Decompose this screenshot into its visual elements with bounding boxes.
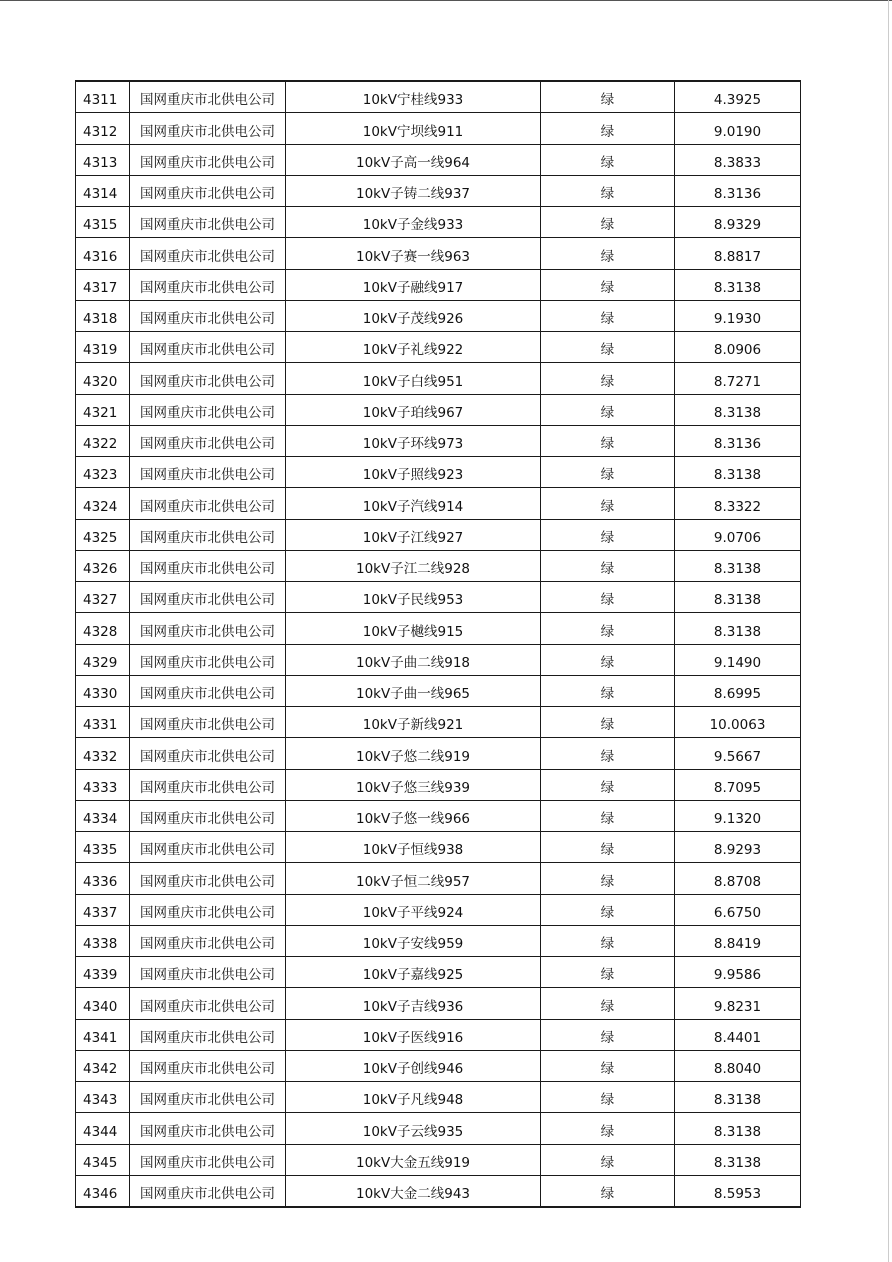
status-color-cell: 绿 [541, 488, 675, 519]
value-cell: 8.9293 [675, 832, 801, 863]
table-row [76, 1144, 801, 1175]
feeder-line-cell: 10kV子江二线928 [286, 550, 541, 581]
value-cell: 9.9586 [675, 957, 801, 988]
status-color-cell: 绿 [541, 738, 675, 769]
value-cell: 8.7095 [675, 769, 801, 800]
status-color-cell: 绿 [541, 675, 675, 706]
value-cell: 9.1490 [675, 644, 801, 675]
row-number-cell: 4317 [76, 269, 130, 300]
value-cell: 4.3925 [675, 81, 801, 113]
row-number-cell: 4312 [76, 113, 130, 144]
row-number-cell: 4321 [76, 394, 130, 425]
value-cell: 8.3138 [675, 613, 801, 644]
company-cell: 国网重庆市北供电公司 [130, 519, 286, 550]
company-cell: 国网重庆市北供电公司 [130, 644, 286, 675]
status-color-cell: 绿 [541, 644, 675, 675]
value-cell: 8.3136 [675, 175, 801, 206]
status-color-cell: 绿 [541, 957, 675, 988]
status-color-cell: 绿 [541, 1019, 675, 1050]
feeder-line-cell: 10kV子云线935 [286, 1113, 541, 1144]
table-row [76, 894, 801, 925]
row-number-cell: 4315 [76, 207, 130, 238]
row-number-cell: 4316 [76, 238, 130, 269]
page-top-rule [0, 0, 892, 1]
value-cell: 9.1320 [675, 800, 801, 831]
row-number-cell: 4345 [76, 1144, 130, 1175]
feeder-line-cell: 10kV子茂线926 [286, 300, 541, 331]
table-row [76, 582, 801, 613]
table-row [76, 113, 801, 144]
table-row [76, 425, 801, 456]
feeder-line-cell: 10kV子礼线922 [286, 332, 541, 363]
status-color-cell: 绿 [541, 1050, 675, 1081]
status-color-cell: 绿 [541, 457, 675, 488]
company-cell: 国网重庆市北供电公司 [130, 332, 286, 363]
company-cell: 国网重庆市北供电公司 [130, 1050, 286, 1081]
row-number-cell: 4329 [76, 644, 130, 675]
company-cell: 国网重庆市北供电公司 [130, 582, 286, 613]
value-cell: 9.0706 [675, 519, 801, 550]
company-cell: 国网重庆市北供电公司 [130, 863, 286, 894]
feeder-line-cell: 10kV子新线921 [286, 707, 541, 738]
table-row [76, 332, 801, 363]
company-cell: 国网重庆市北供电公司 [130, 988, 286, 1019]
company-cell: 国网重庆市北供电公司 [130, 769, 286, 800]
company-cell: 国网重庆市北供电公司 [130, 488, 286, 519]
value-cell: 8.3322 [675, 488, 801, 519]
value-cell: 8.3833 [675, 144, 801, 175]
feeder-line-cell: 10kV子铸二线937 [286, 175, 541, 206]
feeder-line-cell: 10kV子汽线914 [286, 488, 541, 519]
table-row [76, 1175, 801, 1207]
table-row [76, 300, 801, 331]
status-color-cell: 绿 [541, 613, 675, 644]
status-color-cell: 绿 [541, 1113, 675, 1144]
row-number-cell: 4326 [76, 550, 130, 581]
company-cell: 国网重庆市北供电公司 [130, 832, 286, 863]
feeder-line-cell: 10kV子恒线938 [286, 832, 541, 863]
company-cell: 国网重庆市北供电公司 [130, 425, 286, 456]
table-row [76, 144, 801, 175]
feeder-line-cell: 10kV子樾线915 [286, 613, 541, 644]
table-row [76, 957, 801, 988]
row-number-cell: 4339 [76, 957, 130, 988]
table-row [76, 238, 801, 269]
status-color-cell: 绿 [541, 988, 675, 1019]
table-row [76, 1019, 801, 1050]
company-cell: 国网重庆市北供电公司 [130, 81, 286, 113]
status-color-cell: 绿 [541, 81, 675, 113]
value-cell: 10.0063 [675, 707, 801, 738]
table-row [76, 675, 801, 706]
feeder-line-cell: 10kV子医线916 [286, 1019, 541, 1050]
company-cell: 国网重庆市北供电公司 [130, 1175, 286, 1207]
row-number-cell: 4344 [76, 1113, 130, 1144]
company-cell: 国网重庆市北供电公司 [130, 894, 286, 925]
status-color-cell: 绿 [541, 925, 675, 956]
value-cell: 8.3138 [675, 550, 801, 581]
company-cell: 国网重庆市北供电公司 [130, 738, 286, 769]
status-color-cell: 绿 [541, 707, 675, 738]
feeder-line-cell: 10kV子平线924 [286, 894, 541, 925]
table-row [76, 1113, 801, 1144]
feeder-line-cell: 10kV子高一线964 [286, 144, 541, 175]
company-cell: 国网重庆市北供电公司 [130, 238, 286, 269]
feeder-line-cell: 10kV子金线933 [286, 207, 541, 238]
row-number-cell: 4331 [76, 707, 130, 738]
feeder-line-cell: 10kV子恒二线957 [286, 863, 541, 894]
feeder-line-cell: 10kV子凡线948 [286, 1082, 541, 1113]
company-cell: 国网重庆市北供电公司 [130, 457, 286, 488]
page-right-edge [888, 0, 889, 1262]
table-row [76, 519, 801, 550]
table-row [76, 800, 801, 831]
company-cell: 国网重庆市北供电公司 [130, 1113, 286, 1144]
row-number-cell: 4323 [76, 457, 130, 488]
status-color-cell: 绿 [541, 894, 675, 925]
row-number-cell: 4328 [76, 613, 130, 644]
feeder-line-cell: 10kV子悠一线966 [286, 800, 541, 831]
status-color-cell: 绿 [541, 425, 675, 456]
row-number-cell: 4327 [76, 582, 130, 613]
feeder-line-cell: 10kV大金二线943 [286, 1175, 541, 1207]
company-cell: 国网重庆市北供电公司 [130, 800, 286, 831]
data-table [75, 80, 801, 1208]
row-number-cell: 4314 [76, 175, 130, 206]
company-cell: 国网重庆市北供电公司 [130, 613, 286, 644]
table-row [76, 457, 801, 488]
value-cell: 8.8419 [675, 925, 801, 956]
table-row [76, 1050, 801, 1081]
feeder-line-cell: 10kV子曲二线918 [286, 644, 541, 675]
table-row [76, 550, 801, 581]
row-number-cell: 4346 [76, 1175, 130, 1207]
company-cell: 国网重庆市北供电公司 [130, 300, 286, 331]
table-row [76, 738, 801, 769]
status-color-cell: 绿 [541, 769, 675, 800]
table-row [76, 769, 801, 800]
company-cell: 国网重庆市北供电公司 [130, 1019, 286, 1050]
table-row [76, 644, 801, 675]
table-row [76, 707, 801, 738]
value-cell: 8.3138 [675, 457, 801, 488]
table-row [76, 394, 801, 425]
status-color-cell: 绿 [541, 394, 675, 425]
value-cell: 8.3138 [675, 582, 801, 613]
status-color-cell: 绿 [541, 582, 675, 613]
row-number-cell: 4342 [76, 1050, 130, 1081]
row-number-cell: 4341 [76, 1019, 130, 1050]
table-row [76, 1082, 801, 1113]
row-number-cell: 4318 [76, 300, 130, 331]
value-cell: 8.8040 [675, 1050, 801, 1081]
value-cell: 8.9329 [675, 207, 801, 238]
value-cell: 8.3138 [675, 1144, 801, 1175]
table-row [76, 269, 801, 300]
row-number-cell: 4343 [76, 1082, 130, 1113]
table-row [76, 863, 801, 894]
value-cell: 8.4401 [675, 1019, 801, 1050]
company-cell: 国网重庆市北供电公司 [130, 675, 286, 706]
status-color-cell: 绿 [541, 238, 675, 269]
company-cell: 国网重庆市北供电公司 [130, 144, 286, 175]
company-cell: 国网重庆市北供电公司 [130, 175, 286, 206]
row-number-cell: 4320 [76, 363, 130, 394]
row-number-cell: 4336 [76, 863, 130, 894]
value-cell: 8.8817 [675, 238, 801, 269]
table-row [76, 613, 801, 644]
row-number-cell: 4332 [76, 738, 130, 769]
feeder-line-cell: 10kV子安线959 [286, 925, 541, 956]
value-cell: 8.6995 [675, 675, 801, 706]
value-cell: 8.3138 [675, 394, 801, 425]
company-cell: 国网重庆市北供电公司 [130, 113, 286, 144]
feeder-line-cell: 10kV子赛一线963 [286, 238, 541, 269]
row-number-cell: 4325 [76, 519, 130, 550]
row-number-cell: 4322 [76, 425, 130, 456]
feeder-line-cell: 10kV子白线951 [286, 363, 541, 394]
status-color-cell: 绿 [541, 1175, 675, 1207]
company-cell: 国网重庆市北供电公司 [130, 1082, 286, 1113]
status-color-cell: 绿 [541, 519, 675, 550]
company-cell: 国网重庆市北供电公司 [130, 269, 286, 300]
feeder-line-cell: 10kV子嘉线925 [286, 957, 541, 988]
company-cell: 国网重庆市北供电公司 [130, 363, 286, 394]
company-cell: 国网重庆市北供电公司 [130, 1144, 286, 1175]
value-cell: 6.6750 [675, 894, 801, 925]
company-cell: 国网重庆市北供电公司 [130, 207, 286, 238]
feeder-line-cell: 10kV宁桂线933 [286, 81, 541, 113]
row-number-cell: 4330 [76, 675, 130, 706]
row-number-cell: 4319 [76, 332, 130, 363]
feeder-line-cell: 10kV子环线973 [286, 425, 541, 456]
table-row [76, 81, 801, 113]
status-color-cell: 绿 [541, 1144, 675, 1175]
table-body [76, 81, 801, 1207]
row-number-cell: 4337 [76, 894, 130, 925]
value-cell: 8.7271 [675, 363, 801, 394]
row-number-cell: 4340 [76, 988, 130, 1019]
status-color-cell: 绿 [541, 800, 675, 831]
value-cell: 9.0190 [675, 113, 801, 144]
feeder-line-cell: 10kV子珀线967 [286, 394, 541, 425]
value-cell: 8.3138 [675, 1082, 801, 1113]
table-row [76, 925, 801, 956]
row-number-cell: 4335 [76, 832, 130, 863]
table-row [76, 488, 801, 519]
value-cell: 8.3138 [675, 1113, 801, 1144]
status-color-cell: 绿 [541, 550, 675, 581]
table-row [76, 832, 801, 863]
status-color-cell: 绿 [541, 144, 675, 175]
row-number-cell: 4334 [76, 800, 130, 831]
value-cell: 9.5667 [675, 738, 801, 769]
company-cell: 国网重庆市北供电公司 [130, 925, 286, 956]
status-color-cell: 绿 [541, 269, 675, 300]
feeder-line-cell: 10kV子江线927 [286, 519, 541, 550]
feeder-line-cell: 10kV大金五线919 [286, 1144, 541, 1175]
table-row [76, 207, 801, 238]
row-number-cell: 4324 [76, 488, 130, 519]
row-number-cell: 4333 [76, 769, 130, 800]
feeder-line-cell: 10kV子悠三线939 [286, 769, 541, 800]
row-number-cell: 4338 [76, 925, 130, 956]
table-row [76, 363, 801, 394]
status-color-cell: 绿 [541, 863, 675, 894]
value-cell: 8.5953 [675, 1175, 801, 1207]
value-cell: 8.3136 [675, 425, 801, 456]
value-cell: 8.8708 [675, 863, 801, 894]
company-cell: 国网重庆市北供电公司 [130, 550, 286, 581]
value-cell: 9.1930 [675, 300, 801, 331]
status-color-cell: 绿 [541, 363, 675, 394]
feeder-line-cell: 10kV子创线946 [286, 1050, 541, 1081]
status-color-cell: 绿 [541, 113, 675, 144]
feeder-line-cell: 10kV子曲一线965 [286, 675, 541, 706]
table-row [76, 175, 801, 206]
company-cell: 国网重庆市北供电公司 [130, 707, 286, 738]
table-row [76, 988, 801, 1019]
feeder-line-cell: 10kV子悠二线919 [286, 738, 541, 769]
feeder-line-cell: 10kV宁坝线911 [286, 113, 541, 144]
status-color-cell: 绿 [541, 300, 675, 331]
value-cell: 8.3138 [675, 269, 801, 300]
status-color-cell: 绿 [541, 207, 675, 238]
value-cell: 9.8231 [675, 988, 801, 1019]
status-color-cell: 绿 [541, 832, 675, 863]
value-cell: 8.0906 [675, 332, 801, 363]
feeder-line-cell: 10kV子吉线936 [286, 988, 541, 1019]
status-color-cell: 绿 [541, 332, 675, 363]
feeder-line-cell: 10kV子照线923 [286, 457, 541, 488]
status-color-cell: 绿 [541, 1082, 675, 1113]
row-number-cell: 4311 [76, 81, 130, 113]
feeder-line-cell: 10kV子融线917 [286, 269, 541, 300]
row-number-cell: 4313 [76, 144, 130, 175]
feeder-line-cell: 10kV子民线953 [286, 582, 541, 613]
company-cell: 国网重庆市北供电公司 [130, 394, 286, 425]
status-color-cell: 绿 [541, 175, 675, 206]
company-cell: 国网重庆市北供电公司 [130, 957, 286, 988]
